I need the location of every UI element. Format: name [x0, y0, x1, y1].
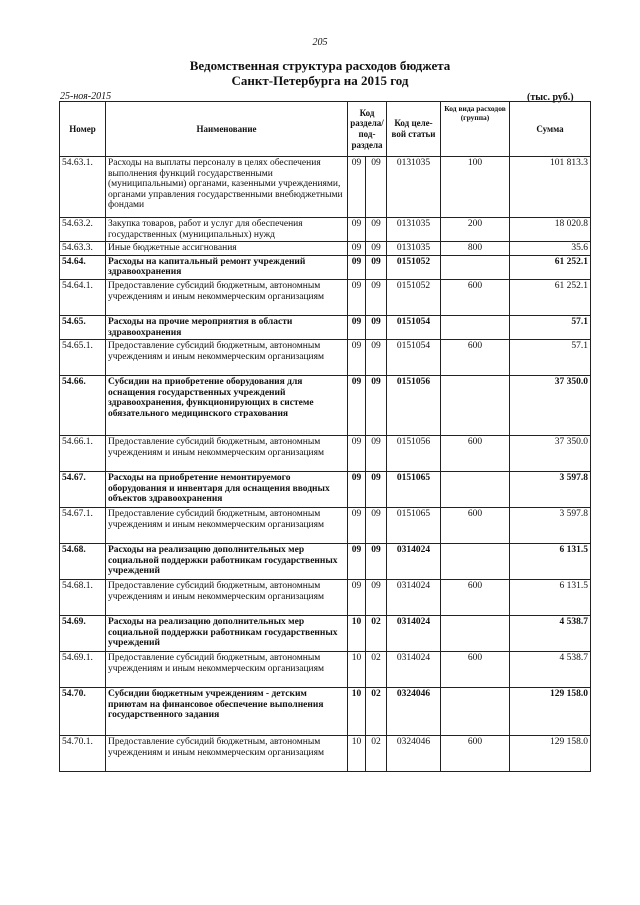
- document-date: 25-ноя-2015: [60, 91, 112, 102]
- row-name: Расходы на реализацию дополнительных мер социальной поддержки работникам государственных учреждений: [106, 616, 348, 652]
- row-name: Предоставление субсидий бюджетным, автономным учреждениям и иным некоммерческим организациям: [106, 340, 348, 376]
- row-razdel: 09: [348, 157, 366, 218]
- row-sum: 6 131.5: [510, 580, 591, 616]
- row-name: Расходы на капитальный ремонт учреждений здравоохранения: [106, 255, 348, 279]
- header-razdel: Код раздела/ под- раздела: [348, 102, 387, 157]
- row-expense-type: 600: [441, 736, 510, 772]
- row-podrazdel: 09: [366, 218, 387, 242]
- row-razdel: 09: [348, 508, 366, 544]
- row-name: Предоставление субсидий бюджетным, автономным учреждениям и иным некоммерческим организациям: [106, 508, 348, 544]
- row-razdel: 09: [348, 218, 366, 242]
- table-row: [60, 315, 591, 339]
- table-row: [60, 242, 591, 256]
- row-podrazdel: 02: [366, 652, 387, 688]
- row-podrazdel: 09: [366, 279, 387, 315]
- row-razdel: 09: [348, 340, 366, 376]
- row-podrazdel: 09: [366, 242, 387, 256]
- row-expense-type: [441, 472, 510, 508]
- row-sum: 4 538.7: [510, 652, 591, 688]
- row-sum: 3 597.8: [510, 472, 591, 508]
- row-target-article: 0151052: [387, 255, 441, 279]
- row-target-article: 0151056: [387, 436, 441, 472]
- row-sum: 37 350.0: [510, 376, 591, 436]
- row-target-article: 0314024: [387, 580, 441, 616]
- row-razdel: 09: [348, 436, 366, 472]
- row-number: 54.65.1.: [60, 340, 106, 376]
- table-header-row: [60, 102, 591, 157]
- row-razdel: 09: [348, 472, 366, 508]
- row-number: 54.69.: [60, 616, 106, 652]
- row-number: 54.67.1.: [60, 508, 106, 544]
- row-name: Предоставление субсидий бюджетным, автономным учреждениям и иным некоммерческим организациям: [106, 652, 348, 688]
- row-sum: 129 158.0: [510, 688, 591, 736]
- row-podrazdel: 09: [366, 340, 387, 376]
- row-razdel: 09: [348, 279, 366, 315]
- row-number: 54.65.: [60, 315, 106, 339]
- row-target-article: 0151056: [387, 376, 441, 436]
- row-sum: 3 597.8: [510, 508, 591, 544]
- units-label: (тыс. руб.): [527, 92, 574, 103]
- row-podrazdel: 02: [366, 736, 387, 772]
- row-sum: 35.6: [510, 242, 591, 256]
- row-razdel: 09: [348, 580, 366, 616]
- row-expense-type: [441, 616, 510, 652]
- row-number: 54.67.: [60, 472, 106, 508]
- row-target-article: 0151065: [387, 508, 441, 544]
- row-expense-type: [441, 376, 510, 436]
- row-name: Субсидии бюджетным учреждениям - детским приютам на финансовое обеспечение выполнения государственного задания: [106, 688, 348, 736]
- row-razdel: 09: [348, 242, 366, 256]
- table-row: [60, 544, 591, 580]
- row-number: 54.64.1.: [60, 279, 106, 315]
- row-sum: 6 131.5: [510, 544, 591, 580]
- row-target-article: 0314024: [387, 544, 441, 580]
- table-row: [60, 652, 591, 688]
- header-expense-type: Код вида расходов (группа): [441, 102, 510, 157]
- header-target-article: Код целе- вой статьи: [387, 102, 441, 157]
- row-target-article: 0151052: [387, 279, 441, 315]
- table-row: [60, 376, 591, 436]
- row-expense-type: 100: [441, 157, 510, 218]
- row-name: Закупка товаров, работ и услуг для обеспечения государственных (муниципальных) нужд: [106, 218, 348, 242]
- row-expense-type: 600: [441, 580, 510, 616]
- row-podrazdel: 09: [366, 580, 387, 616]
- row-razdel: 09: [348, 376, 366, 436]
- row-name: Субсидии на приобретение оборудования для оснащения государственных учреждений здравоохранения, функционирующих в системе обязательного медицинского страхования: [106, 376, 348, 436]
- row-podrazdel: 09: [366, 544, 387, 580]
- table-row: [60, 157, 591, 218]
- row-razdel: 09: [348, 255, 366, 279]
- row-number: 54.66.: [60, 376, 106, 436]
- row-podrazdel: 09: [366, 508, 387, 544]
- row-number: 54.70.1.: [60, 736, 106, 772]
- row-razdel: 10: [348, 736, 366, 772]
- row-podrazdel: 09: [366, 315, 387, 339]
- row-podrazdel: 09: [366, 376, 387, 436]
- row-razdel: 09: [348, 315, 366, 339]
- row-podrazdel: 09: [366, 255, 387, 279]
- budget-table: [59, 101, 591, 772]
- page-number: 205: [312, 37, 328, 48]
- row-sum: 61 252.1: [510, 279, 591, 315]
- row-sum: 61 252.1: [510, 255, 591, 279]
- header-number: Номер: [60, 102, 106, 157]
- row-number: 54.63.3.: [60, 242, 106, 256]
- row-sum: 57.1: [510, 315, 591, 339]
- row-number: 54.68.1.: [60, 580, 106, 616]
- header-name: Наименование: [106, 102, 348, 157]
- row-name: Расходы на выплаты персоналу в целях обеспечения выполнения функций государственными (муниципальными) органами, казенными учреждениями, органами управления государственными внебюджетными фондами: [106, 157, 348, 218]
- row-expense-type: 600: [441, 652, 510, 688]
- row-target-article: 0324046: [387, 688, 441, 736]
- table-row: [60, 580, 591, 616]
- row-expense-type: 600: [441, 279, 510, 315]
- table-row: [60, 736, 591, 772]
- table-row: [60, 279, 591, 315]
- row-number: 54.68.: [60, 544, 106, 580]
- row-number: 54.66.1.: [60, 436, 106, 472]
- table-row: [60, 472, 591, 508]
- table-row: [60, 616, 591, 652]
- row-name: Предоставление субсидий бюджетным, автономным учреждениям и иным некоммерческим организациям: [106, 736, 348, 772]
- table-row: [60, 255, 591, 279]
- row-expense-type: 600: [441, 436, 510, 472]
- row-target-article: 0131035: [387, 157, 441, 218]
- row-sum: 4 538.7: [510, 616, 591, 652]
- row-target-article: 0314024: [387, 616, 441, 652]
- row-number: 54.69.1.: [60, 652, 106, 688]
- table-row: [60, 340, 591, 376]
- row-name: Предоставление субсидий бюджетным, автономным учреждениям и иным некоммерческим организациям: [106, 436, 348, 472]
- row-number: 54.70.: [60, 688, 106, 736]
- row-razdel: 09: [348, 544, 366, 580]
- row-sum: 101 813.3: [510, 157, 591, 218]
- row-expense-type: 800: [441, 242, 510, 256]
- row-name: Предоставление субсидий бюджетным, автономным учреждениям и иным некоммерческим организациям: [106, 279, 348, 315]
- row-podrazdel: 09: [366, 157, 387, 218]
- row-number: 54.64.: [60, 255, 106, 279]
- row-razdel: 10: [348, 688, 366, 736]
- table-body: [60, 157, 591, 772]
- row-name: Расходы на реализацию дополнительных мер социальной поддержки работникам государственных учреждений: [106, 544, 348, 580]
- row-expense-type: [441, 255, 510, 279]
- row-expense-type: [441, 688, 510, 736]
- row-number: 54.63.1.: [60, 157, 106, 218]
- row-target-article: 0151054: [387, 315, 441, 339]
- row-podrazdel: 09: [366, 436, 387, 472]
- title-line-1: Ведомственная структура расходов бюджета: [189, 58, 451, 73]
- row-razdel: 10: [348, 652, 366, 688]
- row-target-article: 0131035: [387, 242, 441, 256]
- row-expense-type: 200: [441, 218, 510, 242]
- row-expense-type: [441, 544, 510, 580]
- row-name: Иные бюджетные ассигнования: [106, 242, 348, 256]
- row-sum: 129 158.0: [510, 736, 591, 772]
- row-sum: 57.1: [510, 340, 591, 376]
- row-podrazdel: 02: [366, 616, 387, 652]
- table-row: [60, 436, 591, 472]
- row-name: Расходы на прочие мероприятия в области здравоохранения: [106, 315, 348, 339]
- header-sum: Сумма: [510, 102, 591, 157]
- table-row: [60, 218, 591, 242]
- row-sum: 37 350.0: [510, 436, 591, 472]
- row-expense-type: 600: [441, 508, 510, 544]
- row-razdel: 10: [348, 616, 366, 652]
- row-sum: 18 020.8: [510, 218, 591, 242]
- row-target-article: 0324046: [387, 736, 441, 772]
- row-target-article: 0131035: [387, 218, 441, 242]
- row-target-article: 0314024: [387, 652, 441, 688]
- row-number: 54.63.2.: [60, 218, 106, 242]
- row-target-article: 0151054: [387, 340, 441, 376]
- row-name: Предоставление субсидий бюджетным, автономным учреждениям и иным некоммерческим организациям: [106, 580, 348, 616]
- row-expense-type: [441, 315, 510, 339]
- title-line-2: Санкт-Петербурга на 2015 год: [231, 73, 409, 88]
- document-title: [0, 58, 640, 88]
- table-row: [60, 688, 591, 736]
- row-podrazdel: 09: [366, 472, 387, 508]
- row-expense-type: 600: [441, 340, 510, 376]
- row-name: Расходы на приобретение немонтируемого оборудования и инвентаря для оснащения вводных объектов здравоохранения: [106, 472, 348, 508]
- row-podrazdel: 02: [366, 688, 387, 736]
- row-target-article: 0151065: [387, 472, 441, 508]
- table-row: [60, 508, 591, 544]
